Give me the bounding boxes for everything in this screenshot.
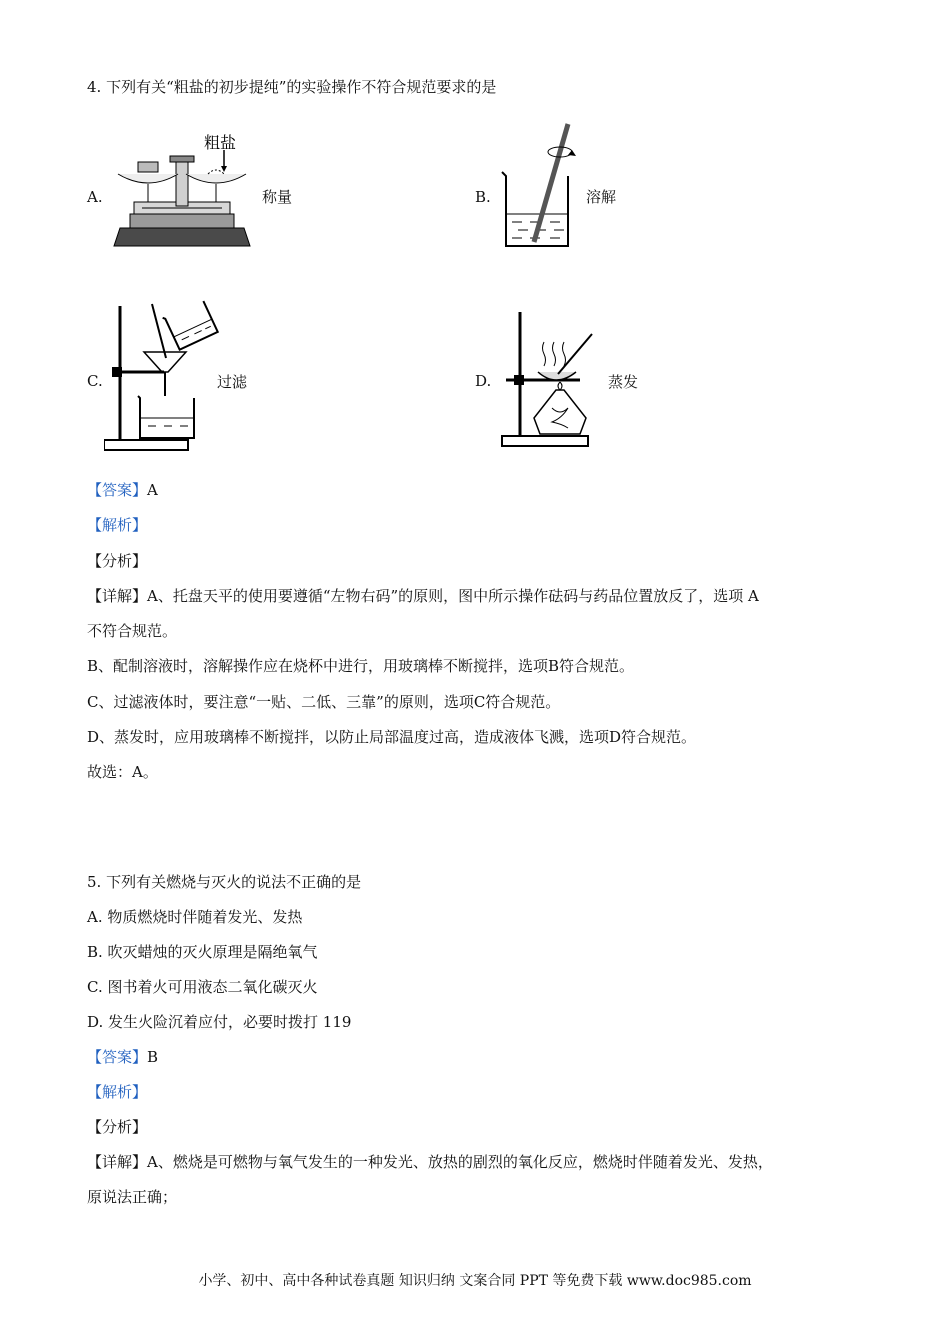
filter-apparatus-figure <box>104 300 220 452</box>
q5-option-b: B. 吹灭蜡烛的灭火原理是隔绝氧气 <box>87 943 318 961</box>
page-footer: 小学、初中、高中各种试卷真题 知识归纳 文案合同 PPT 等免费下载 www.doc985.com <box>198 1273 752 1289</box>
dissolve-beaker-figure <box>496 120 580 252</box>
q4-option-a-caption: 称量 <box>262 188 293 206</box>
q5-option-d: D. 发生火险沉着应付，必要时拨打 119 <box>87 1013 352 1031</box>
q5-stem: 5. 下列有关燃烧与灭火的说法不正确的是 <box>87 873 362 891</box>
answer-value: B <box>147 1048 159 1066</box>
q4-analysis-tag: 【解析】 <box>87 516 148 534</box>
answer-value: A <box>147 481 158 499</box>
q5-analysis-tag: 【解析】 <box>87 1083 148 1101</box>
q4-detail-line: D、蒸发时，应用玻璃棒不断搅拌，以防止局部温度过高，造成液体飞溅，选项D符合规范。 <box>87 728 697 746</box>
q4-option-b-label: B. <box>475 188 491 206</box>
detail-tag: 【详解】 <box>87 587 148 605</box>
answer-tag: 【答案】 <box>87 481 148 499</box>
q5-option-c: C. 图书着火可用液态二氧化碳灭火 <box>87 978 318 996</box>
q4-option-d-label: D. <box>475 372 492 390</box>
q5-detail-line: 原说法正确； <box>87 1188 178 1206</box>
q4-detail-line: B、配制溶液时，溶解操作应在烧杯中进行，用玻璃棒不断搅拌，选项B符合规范。 <box>87 657 635 675</box>
detail-tag: 【详解】 <box>87 1153 148 1171</box>
coarse-salt-label: 粗盐 <box>204 133 237 152</box>
q4-option-a-label: A. <box>87 188 103 206</box>
q4-stem: 4. 下列有关“粗盐的初步提纯”的实验操作不符合规范要求的是 <box>87 78 497 96</box>
q4-option-c-label: C. <box>87 372 103 390</box>
q5-option-a: A. 物质燃烧时伴随着发光、发热 <box>87 908 303 926</box>
q5-answer-line <box>87 1047 158 1067</box>
q5-fenxi: 【分析】 <box>87 1118 148 1136</box>
q4-detail-line: 不符合规范。 <box>87 622 178 640</box>
detail-text: A、托盘天平的使用要遵循“左物右码”的原则，图中所示操作砝码与药品位置放反了，选项 A <box>147 587 759 605</box>
detail-text: A、燃烧是可燃物与氧气发生的一种发光、放热的剧烈的氧化反应，燃烧时伴随着发光、发热， <box>147 1153 773 1171</box>
evaporation-apparatus-figure <box>500 308 604 448</box>
answer-tag: 【答案】 <box>87 1048 148 1066</box>
q5-detail-line <box>87 1152 773 1172</box>
q4-option-b-caption: 溶解 <box>586 188 617 206</box>
q4-fenxi: 【分析】 <box>87 552 148 570</box>
q4-conclusion: 故选：A。 <box>87 763 158 781</box>
q4-detail-line <box>87 586 759 606</box>
balance-figure <box>112 128 252 250</box>
q4-option-c-caption: 过滤 <box>217 373 248 391</box>
q4-detail-line: C、过滤液体时，要注意“一贴、二低、三靠”的原则，选项C符合规范。 <box>87 693 561 711</box>
q4-answer-line <box>87 480 158 500</box>
q4-option-d-caption: 蒸发 <box>608 373 639 391</box>
